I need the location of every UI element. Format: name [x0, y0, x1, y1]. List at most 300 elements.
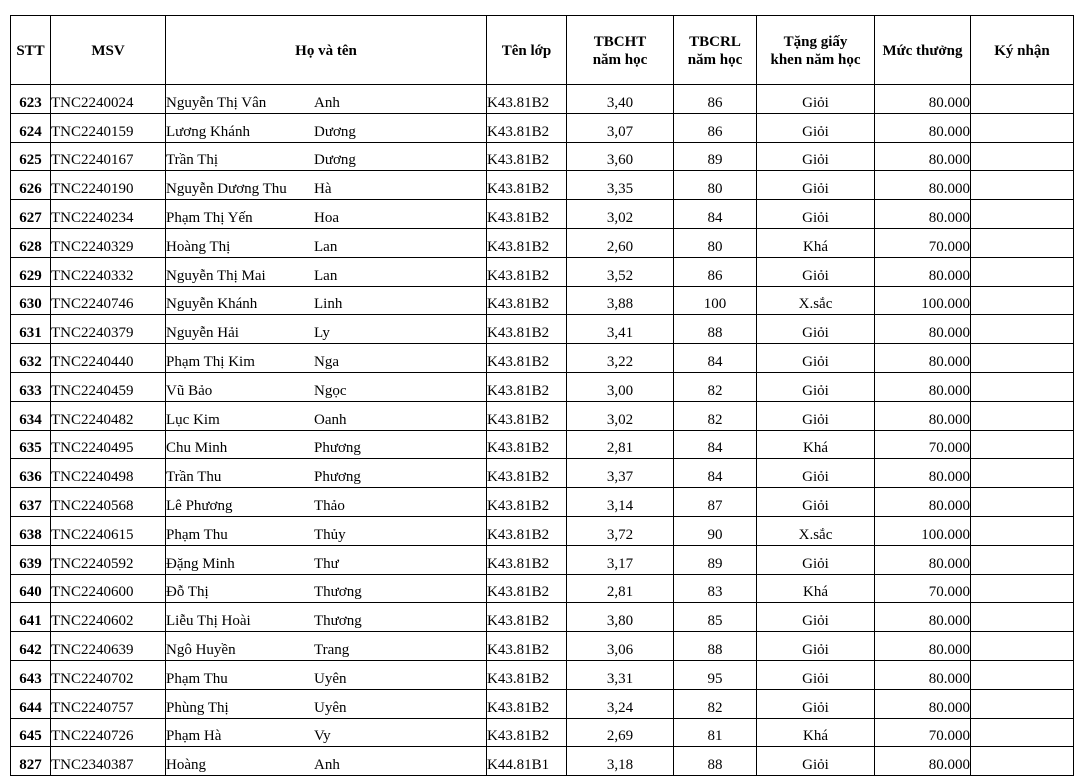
- msv-cell: TNC2240746: [51, 286, 166, 315]
- signature-cell: [971, 142, 1074, 171]
- stt-cell: 638: [11, 516, 51, 545]
- tbcht-cell: 3,02: [567, 401, 674, 430]
- name-cell: [166, 718, 487, 747]
- msv-cell: TNC2240329: [51, 228, 166, 257]
- table-row: [11, 200, 1074, 229]
- header-tbcrl-line2: năm học: [687, 52, 743, 68]
- stt-cell: 637: [11, 488, 51, 517]
- class-cell: K43.81B2: [487, 689, 567, 718]
- msv-cell: TNC2240495: [51, 430, 166, 459]
- table-header: [11, 16, 1074, 85]
- name-cell: [166, 459, 487, 488]
- stt-cell: 631: [11, 315, 51, 344]
- given-name: Thư: [314, 555, 339, 572]
- reward-amount-cell: 80.000: [875, 315, 971, 344]
- signature-cell: [971, 516, 1074, 545]
- stt-cell: 629: [11, 257, 51, 286]
- reward-amount-cell: 70.000: [875, 574, 971, 603]
- family-middle-name: Nguyễn Dương Thu: [166, 181, 287, 198]
- tbcrl-cell: 82: [674, 689, 757, 718]
- given-name: Uyên: [314, 699, 347, 716]
- stt-cell: 827: [11, 747, 51, 776]
- signature-cell: [971, 689, 1074, 718]
- reward-amount-cell: 80.000: [875, 372, 971, 401]
- family-middle-name: Chu Minh: [166, 440, 228, 457]
- signature-cell: [971, 228, 1074, 257]
- table-row: [11, 430, 1074, 459]
- award-level-cell: Giỏi: [757, 113, 875, 142]
- class-cell: K43.81B2: [487, 459, 567, 488]
- reward-amount-cell: 80.000: [875, 747, 971, 776]
- tbcht-cell: 3,60: [567, 142, 674, 171]
- family-middle-name: Vũ Bảo: [166, 382, 213, 399]
- signature-cell: [971, 257, 1074, 286]
- class-cell: K43.81B2: [487, 286, 567, 315]
- name-cell: [166, 574, 487, 603]
- table-row: [11, 286, 1074, 315]
- reward-amount-cell: 80.000: [875, 171, 971, 200]
- family-middle-name: Phạm Thị Yến: [166, 209, 253, 226]
- stt-cell: 644: [11, 689, 51, 718]
- table-row: [11, 603, 1074, 632]
- award-level-cell: Giỏi: [757, 344, 875, 373]
- table-row: [11, 228, 1074, 257]
- award-level-cell: Giỏi: [757, 315, 875, 344]
- signature-cell: [971, 401, 1074, 430]
- table-row: [11, 113, 1074, 142]
- tbcht-cell: 3,37: [567, 459, 674, 488]
- tbcrl-cell: 88: [674, 632, 757, 661]
- name-cell: [166, 315, 487, 344]
- table-row: [11, 488, 1074, 517]
- given-name: Phương: [314, 469, 361, 486]
- class-cell: K43.81B2: [487, 603, 567, 632]
- class-cell: K43.81B2: [487, 401, 567, 430]
- award-level-cell: Giỏi: [757, 603, 875, 632]
- tbcrl-cell: 90: [674, 516, 757, 545]
- name-cell: [166, 689, 487, 718]
- msv-cell: TNC2240592: [51, 545, 166, 574]
- reward-amount-cell: 70.000: [875, 718, 971, 747]
- msv-cell: TNC2240726: [51, 718, 166, 747]
- class-cell: K43.81B2: [487, 171, 567, 200]
- award-level-cell: Giỏi: [757, 545, 875, 574]
- award-level-cell: Khá: [757, 228, 875, 257]
- award-table: [10, 15, 1074, 776]
- header-tbcrl-line1: TBCRL: [689, 34, 741, 50]
- signature-cell: [971, 372, 1074, 401]
- tbcrl-cell: 89: [674, 545, 757, 574]
- class-cell: K43.81B2: [487, 200, 567, 229]
- class-cell: K43.81B2: [487, 113, 567, 142]
- table-row: [11, 545, 1074, 574]
- header-tbcht: [567, 16, 674, 85]
- name-cell: [166, 430, 487, 459]
- stt-cell: 628: [11, 228, 51, 257]
- msv-cell: TNC2240024: [51, 85, 166, 114]
- tbcht-cell: 2,81: [567, 430, 674, 459]
- award-level-cell: Giỏi: [757, 372, 875, 401]
- given-name: Vy: [314, 728, 331, 745]
- signature-cell: [971, 171, 1074, 200]
- given-name: Lan: [314, 238, 338, 255]
- reward-amount-cell: 80.000: [875, 632, 971, 661]
- award-level-cell: Giỏi: [757, 171, 875, 200]
- table-body: [11, 85, 1074, 776]
- msv-cell: TNC2240639: [51, 632, 166, 661]
- signature-cell: [971, 718, 1074, 747]
- reward-amount-cell: 70.000: [875, 228, 971, 257]
- class-cell: K43.81B2: [487, 660, 567, 689]
- tbcrl-cell: 88: [674, 747, 757, 776]
- tbcht-cell: 3,18: [567, 747, 674, 776]
- tbcrl-cell: 88: [674, 315, 757, 344]
- reward-amount-cell: 80.000: [875, 545, 971, 574]
- msv-cell: TNC2240615: [51, 516, 166, 545]
- tbcht-cell: 3,41: [567, 315, 674, 344]
- stt-cell: 643: [11, 660, 51, 689]
- tbcrl-cell: 86: [674, 257, 757, 286]
- tbcrl-cell: 82: [674, 372, 757, 401]
- msv-cell: TNC2240600: [51, 574, 166, 603]
- given-name: Thương: [314, 584, 362, 601]
- stt-cell: 627: [11, 200, 51, 229]
- award-level-cell: Giỏi: [757, 459, 875, 488]
- family-middle-name: Nguyễn Hải: [166, 325, 239, 342]
- stt-cell: 624: [11, 113, 51, 142]
- tbcrl-cell: 87: [674, 488, 757, 517]
- family-middle-name: Lương Khánh: [166, 123, 250, 140]
- given-name: Nga: [314, 353, 339, 370]
- signature-cell: [971, 574, 1074, 603]
- family-middle-name: Đặng Minh: [166, 555, 235, 572]
- family-middle-name: Nguyễn Thị Vân: [166, 94, 267, 111]
- given-name: Uyên: [314, 670, 347, 687]
- family-middle-name: Nguyễn Khánh: [166, 296, 258, 313]
- class-cell: K43.81B2: [487, 85, 567, 114]
- tbcrl-cell: 80: [674, 171, 757, 200]
- signature-cell: [971, 315, 1074, 344]
- header-giay-line2: khen năm học: [770, 52, 861, 68]
- tbcht-cell: 2,60: [567, 228, 674, 257]
- stt-cell: 634: [11, 401, 51, 430]
- award-level-cell: X.sắc: [757, 516, 875, 545]
- tbcrl-cell: 85: [674, 603, 757, 632]
- name-cell: [166, 85, 487, 114]
- name-cell: [166, 747, 487, 776]
- msv-cell: TNC2340387: [51, 747, 166, 776]
- tbcht-cell: 3,35: [567, 171, 674, 200]
- signature-cell: [971, 632, 1074, 661]
- name-cell: [166, 200, 487, 229]
- family-middle-name: Đỗ Thị: [166, 584, 209, 601]
- award-level-cell: Giỏi: [757, 200, 875, 229]
- table-row: [11, 660, 1074, 689]
- given-name: Anh: [314, 94, 340, 111]
- stt-cell: 635: [11, 430, 51, 459]
- table-row: [11, 142, 1074, 171]
- given-name: Anh: [314, 757, 340, 774]
- signature-cell: [971, 545, 1074, 574]
- header-muc-thuong: Mức thưởng: [875, 16, 971, 85]
- reward-amount-cell: 80.000: [875, 401, 971, 430]
- name-cell: [166, 401, 487, 430]
- class-cell: K43.81B2: [487, 344, 567, 373]
- name-cell: [166, 632, 487, 661]
- tbcht-cell: 3,22: [567, 344, 674, 373]
- table-row: [11, 689, 1074, 718]
- tbcrl-cell: 83: [674, 574, 757, 603]
- tbcrl-cell: 95: [674, 660, 757, 689]
- stt-cell: 636: [11, 459, 51, 488]
- stt-cell: 623: [11, 85, 51, 114]
- name-cell: [166, 372, 487, 401]
- class-cell: K43.81B2: [487, 372, 567, 401]
- class-cell: K43.81B2: [487, 315, 567, 344]
- tbcrl-cell: 86: [674, 85, 757, 114]
- award-level-cell: Giỏi: [757, 142, 875, 171]
- header-ho-ten: Họ và tên: [166, 16, 487, 85]
- family-middle-name: Hoàng: [166, 757, 206, 774]
- tbcrl-cell: 84: [674, 344, 757, 373]
- tbcrl-cell: 100: [674, 286, 757, 315]
- signature-cell: [971, 488, 1074, 517]
- family-middle-name: Hoàng Thị: [166, 238, 231, 255]
- tbcht-cell: 3,17: [567, 545, 674, 574]
- tbcht-cell: 3,40: [567, 85, 674, 114]
- reward-amount-cell: 80.000: [875, 142, 971, 171]
- given-name: Oanh: [314, 411, 347, 428]
- stt-cell: 626: [11, 171, 51, 200]
- msv-cell: TNC2240167: [51, 142, 166, 171]
- stt-cell: 630: [11, 286, 51, 315]
- given-name: Dương: [314, 152, 356, 169]
- header-tbcht-line2: năm học: [592, 52, 648, 68]
- tbcrl-cell: 89: [674, 142, 757, 171]
- signature-cell: [971, 200, 1074, 229]
- signature-cell: [971, 660, 1074, 689]
- table-row: [11, 372, 1074, 401]
- name-cell: [166, 603, 487, 632]
- award-level-cell: Khá: [757, 718, 875, 747]
- family-middle-name: Lục Kim: [166, 411, 220, 428]
- header-ten-lop: Tên lớp: [487, 16, 567, 85]
- reward-amount-cell: 70.000: [875, 430, 971, 459]
- reward-amount-cell: 80.000: [875, 85, 971, 114]
- table-row: [11, 632, 1074, 661]
- stt-cell: 645: [11, 718, 51, 747]
- family-middle-name: Liễu Thị Hoài: [166, 613, 251, 630]
- family-middle-name: Trần Thị: [166, 152, 219, 169]
- given-name: Hoa: [314, 209, 339, 226]
- tbcrl-cell: 82: [674, 401, 757, 430]
- msv-cell: TNC2240440: [51, 344, 166, 373]
- msv-cell: TNC2240332: [51, 257, 166, 286]
- given-name: Linh: [314, 296, 343, 313]
- given-name: Trang: [314, 641, 350, 658]
- table-row: [11, 315, 1074, 344]
- name-cell: [166, 171, 487, 200]
- signature-cell: [971, 286, 1074, 315]
- family-middle-name: Phạm Thu: [166, 526, 228, 543]
- given-name: Lan: [314, 267, 338, 284]
- name-cell: [166, 113, 487, 142]
- signature-cell: [971, 430, 1074, 459]
- family-middle-name: Ngô Huyền: [166, 641, 236, 658]
- stt-cell: 639: [11, 545, 51, 574]
- tbcht-cell: 3,80: [567, 603, 674, 632]
- signature-cell: [971, 747, 1074, 776]
- tbcrl-cell: 84: [674, 459, 757, 488]
- tbcht-cell: 3,02: [567, 200, 674, 229]
- award-level-cell: Giỏi: [757, 257, 875, 286]
- header-msv: MSV: [51, 16, 166, 85]
- msv-cell: TNC2240234: [51, 200, 166, 229]
- reward-amount-cell: 100.000: [875, 286, 971, 315]
- name-cell: [166, 257, 487, 286]
- class-cell: K43.81B2: [487, 257, 567, 286]
- name-cell: [166, 228, 487, 257]
- msv-cell: TNC2240379: [51, 315, 166, 344]
- name-cell: [166, 545, 487, 574]
- given-name: Thảo: [314, 497, 345, 514]
- given-name: Thủy: [314, 526, 346, 543]
- tbcht-cell: 3,14: [567, 488, 674, 517]
- award-level-cell: Giỏi: [757, 747, 875, 776]
- award-level-cell: Giỏi: [757, 85, 875, 114]
- class-cell: K43.81B2: [487, 718, 567, 747]
- tbcht-cell: 3,72: [567, 516, 674, 545]
- table-row: [11, 747, 1074, 776]
- table-row: [11, 574, 1074, 603]
- tbcrl-cell: 86: [674, 113, 757, 142]
- msv-cell: TNC2240482: [51, 401, 166, 430]
- table-row: [11, 401, 1074, 430]
- msv-cell: TNC2240459: [51, 372, 166, 401]
- msv-cell: TNC2240702: [51, 660, 166, 689]
- table-row: [11, 257, 1074, 286]
- tbcht-cell: 2,69: [567, 718, 674, 747]
- stt-cell: 625: [11, 142, 51, 171]
- class-cell: K43.81B2: [487, 516, 567, 545]
- header-ky-nhan: Ký nhận: [971, 16, 1074, 85]
- tbcrl-cell: 81: [674, 718, 757, 747]
- signature-cell: [971, 85, 1074, 114]
- class-cell: K43.81B2: [487, 488, 567, 517]
- table-row: [11, 344, 1074, 373]
- msv-cell: TNC2240498: [51, 459, 166, 488]
- reward-amount-cell: 100.000: [875, 516, 971, 545]
- tbcht-cell: 3,31: [567, 660, 674, 689]
- table-row: [11, 171, 1074, 200]
- reward-amount-cell: 80.000: [875, 113, 971, 142]
- family-middle-name: Phạm Thu: [166, 670, 228, 687]
- award-level-cell: Giỏi: [757, 401, 875, 430]
- class-cell: K43.81B2: [487, 430, 567, 459]
- family-middle-name: Phạm Thị Kim: [166, 353, 255, 370]
- class-cell: K43.81B2: [487, 574, 567, 603]
- class-cell: K43.81B2: [487, 545, 567, 574]
- reward-amount-cell: 80.000: [875, 200, 971, 229]
- award-level-cell: Giỏi: [757, 660, 875, 689]
- award-level-cell: Khá: [757, 430, 875, 459]
- name-cell: [166, 488, 487, 517]
- table-row: [11, 718, 1074, 747]
- given-name: Dương: [314, 123, 356, 140]
- header-tbcrl: [674, 16, 757, 85]
- given-name: Thương: [314, 613, 362, 630]
- award-level-cell: Giỏi: [757, 488, 875, 517]
- stt-cell: 641: [11, 603, 51, 632]
- signature-cell: [971, 113, 1074, 142]
- award-level-cell: Khá: [757, 574, 875, 603]
- award-level-cell: X.sắc: [757, 286, 875, 315]
- table-row: [11, 459, 1074, 488]
- table-row: [11, 85, 1074, 114]
- given-name: Ngọc: [314, 382, 347, 399]
- msv-cell: TNC2240602: [51, 603, 166, 632]
- reward-amount-cell: 80.000: [875, 459, 971, 488]
- award-level-cell: Giỏi: [757, 632, 875, 661]
- family-middle-name: Phùng Thị: [166, 699, 229, 716]
- signature-cell: [971, 459, 1074, 488]
- header-tbcht-line1: TBCHT: [593, 34, 647, 50]
- family-middle-name: Lê Phương: [166, 497, 233, 514]
- header-tang-giay-khen: [757, 16, 875, 85]
- reward-amount-cell: 80.000: [875, 257, 971, 286]
- class-cell: K43.81B2: [487, 632, 567, 661]
- tbcrl-cell: 84: [674, 430, 757, 459]
- tbcrl-cell: 80: [674, 228, 757, 257]
- signature-cell: [971, 603, 1074, 632]
- msv-cell: TNC2240568: [51, 488, 166, 517]
- tbcrl-cell: 84: [674, 200, 757, 229]
- family-middle-name: Trần Thu: [166, 469, 222, 486]
- tbcht-cell: 3,88: [567, 286, 674, 315]
- class-cell: K43.81B2: [487, 228, 567, 257]
- table-row: [11, 516, 1074, 545]
- msv-cell: TNC2240757: [51, 689, 166, 718]
- name-cell: [166, 660, 487, 689]
- tbcht-cell: 3,06: [567, 632, 674, 661]
- tbcht-cell: 3,24: [567, 689, 674, 718]
- name-cell: [166, 286, 487, 315]
- header-giay-line1: Tặng giấy: [783, 34, 848, 50]
- given-name: Phương: [314, 440, 361, 457]
- header-stt: STT: [11, 16, 51, 85]
- stt-cell: 633: [11, 372, 51, 401]
- family-middle-name: Nguyễn Thị Mai: [166, 267, 266, 284]
- tbcht-cell: 3,00: [567, 372, 674, 401]
- name-cell: [166, 142, 487, 171]
- reward-amount-cell: 80.000: [875, 344, 971, 373]
- msv-cell: TNC2240190: [51, 171, 166, 200]
- class-cell: K43.81B2: [487, 142, 567, 171]
- reward-amount-cell: 80.000: [875, 603, 971, 632]
- reward-amount-cell: 80.000: [875, 660, 971, 689]
- stt-cell: 640: [11, 574, 51, 603]
- award-level-cell: Giỏi: [757, 689, 875, 718]
- stt-cell: 642: [11, 632, 51, 661]
- reward-amount-cell: 80.000: [875, 689, 971, 718]
- tbcht-cell: 2,81: [567, 574, 674, 603]
- name-cell: [166, 516, 487, 545]
- name-cell: [166, 344, 487, 373]
- signature-cell: [971, 344, 1074, 373]
- given-name: Ly: [314, 325, 330, 342]
- reward-amount-cell: 80.000: [875, 488, 971, 517]
- tbcht-cell: 3,07: [567, 113, 674, 142]
